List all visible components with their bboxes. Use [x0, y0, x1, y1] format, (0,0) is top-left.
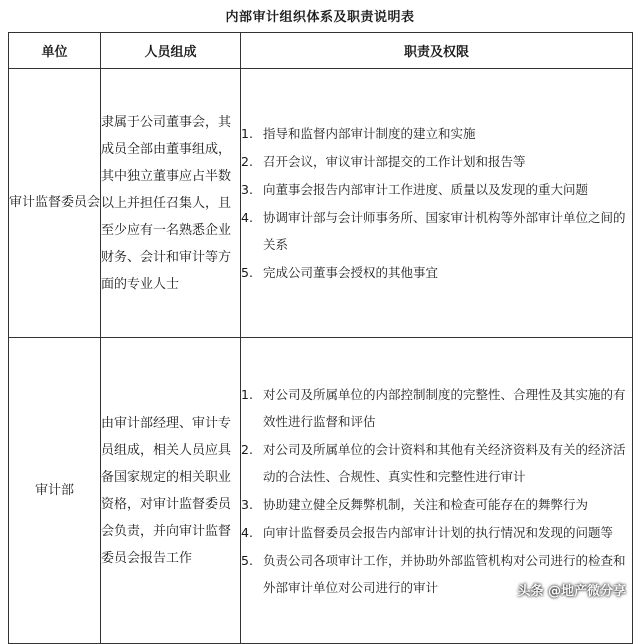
- duty-item: [241, 519, 632, 546]
- duty-item: [241, 176, 632, 203]
- unit-cell: 审计部: [9, 338, 101, 644]
- duty-item: [241, 259, 632, 286]
- duty-number: 5.: [241, 552, 253, 568]
- duty-text: 指导和监督内部审计制度的建立和实施: [263, 126, 476, 141]
- members-cell: 由审计部经理、审计专员组成，相关人员应具备国家规定的相关职业资格，对审计监督委员会负责，并向审计监督委员会报告工作: [101, 338, 241, 644]
- document-title: 内部审计组织体系及职责说明表: [225, 10, 415, 25]
- duty-number: 3.: [241, 182, 253, 197]
- duty-number: 4.: [241, 524, 253, 540]
- duty-item: [241, 381, 632, 435]
- duty-item: [241, 148, 632, 175]
- duties-cell: [241, 69, 633, 338]
- duty-text: 完成公司董事会授权的其他事宜: [263, 265, 439, 280]
- duty-text: 对公司及所属单位的会计资料和其他有关经济资料及有关的经济活动的合法性、合规性、真实性和完整性进行审计: [263, 441, 626, 484]
- watermark: [517, 580, 626, 599]
- header-members: 人员组成: [101, 33, 241, 69]
- duty-number: 4.: [241, 210, 253, 225]
- duty-number: 5.: [241, 265, 253, 280]
- duty-text: 协助建立健全反舞弊机制，关注和检查可能存在的舞弊行为: [263, 496, 589, 512]
- duty-number: 1.: [241, 126, 253, 141]
- unit-cell: 审计监督委员会: [9, 69, 101, 338]
- members-cell: 隶属于公司董事会，其成员全部由董事组成，其中独立董事应占半数以上并担任召集人，且至少应有一名熟悉企业财务、会计和审计等方面的专业人士: [101, 69, 241, 338]
- duty-text: 对公司及所属单位的内部控制制度的完整性、合理性及其实施的有效性进行监督和评估: [263, 386, 626, 429]
- duty-number: 2.: [241, 154, 253, 169]
- duty-text: 向董事会报告内部审计工作进度、质量以及发现的重大问题: [263, 182, 589, 197]
- duty-text: 召开会议，审议审计部提交的工作计划和报告等: [263, 154, 526, 169]
- duty-text: 协调审计部与会计师事务所、国家审计机构等外部审计单位之间的关系: [263, 210, 626, 252]
- duty-text: 负责公司各项审计工作，并协助外部监管机构对公司进行的检查和外部审计单位对公司进行的审计: [263, 552, 626, 595]
- watermark-text: 头条 @地产微分享: [517, 584, 626, 599]
- responsibility-table: [8, 32, 633, 644]
- header-duties: 职责及权限: [241, 33, 633, 69]
- duty-item: [241, 436, 632, 490]
- table-row: [9, 69, 633, 338]
- duty-item: [241, 120, 632, 147]
- duty-text: 向审计监督委员会报告内部审计计划的执行情况和发现的问题等: [263, 524, 614, 540]
- duty-item: [241, 491, 632, 518]
- duty-item: [241, 204, 632, 258]
- duty-number: 3.: [241, 496, 253, 512]
- header-unit: 单位: [9, 33, 101, 69]
- duty-number: 2.: [241, 441, 253, 457]
- duty-number: 1.: [241, 386, 253, 402]
- table-header-row: [9, 33, 633, 69]
